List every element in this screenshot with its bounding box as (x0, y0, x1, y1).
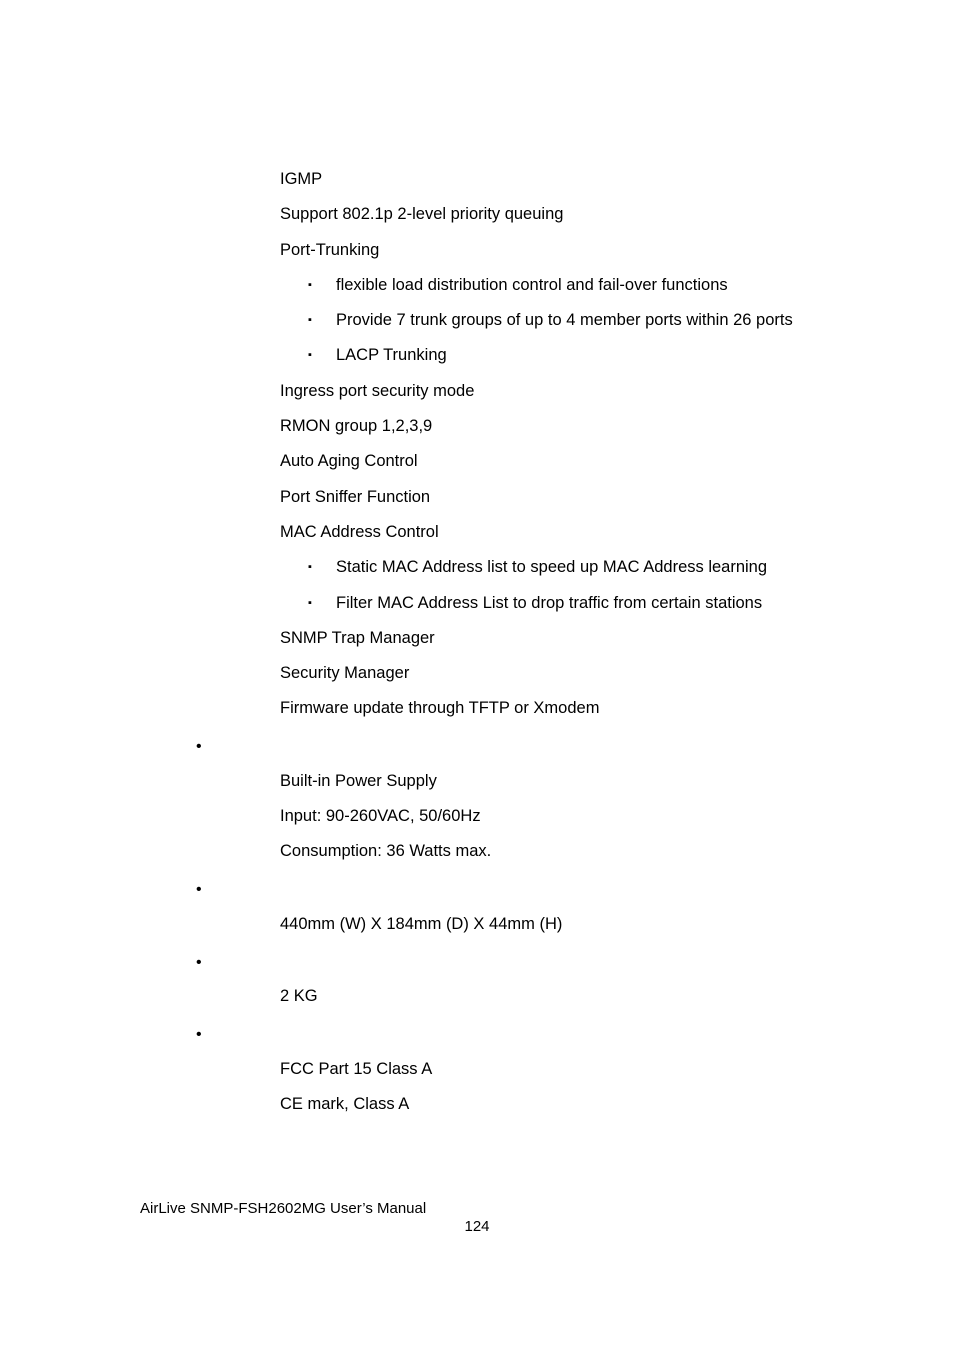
feature-priority-queuing: Support 802.1p 2-level priority queuing (280, 205, 564, 223)
feature-auto-aging: Auto Aging Control (280, 452, 418, 470)
trunking-sub-item: flexible load distribution control and fail-over functions (336, 276, 728, 294)
page-number: 124 (464, 1218, 490, 1235)
round-bullet-icon: • (196, 738, 202, 755)
square-bullet-icon: ▪ (308, 279, 312, 291)
square-bullet-icon: ▪ (308, 349, 312, 361)
trunking-sub-item: Provide 7 trunk groups of up to 4 member ports within 26 ports (336, 311, 793, 329)
square-bullet-icon: ▪ (308, 597, 312, 609)
feature-security-manager: Security Manager (280, 664, 410, 682)
emi-ce-line: CE mark, Class A (280, 1095, 410, 1113)
trunking-sub-item: LACP Trunking (336, 346, 447, 364)
footer-manual-title: AirLive SNMP-FSH2602MG User’s Manual (140, 1200, 427, 1217)
weight-value: 2 KG (280, 987, 318, 1005)
round-bullet-icon: • (196, 954, 202, 971)
emi-fcc-line: FCC Part 15 Class A (280, 1060, 433, 1078)
feature-port-sniffer: Port Sniffer Function (280, 488, 431, 506)
mac-sub-item: Static MAC Address list to speed up MAC Address learning (336, 558, 768, 576)
feature-rmon: RMON group 1,2,3,9 (280, 417, 433, 435)
feature-mac-control: MAC Address Control (280, 523, 439, 541)
power-input-line: Input: 90-260VAC, 50/60Hz (280, 807, 481, 825)
feature-snmp-trap: SNMP Trap Manager (280, 629, 435, 647)
round-bullet-icon: • (196, 1026, 202, 1043)
square-bullet-icon: ▪ (308, 314, 312, 326)
power-supply-line: Built-in Power Supply (280, 772, 437, 790)
feature-igmp: IGMP (280, 170, 323, 188)
dimensions-value: 440mm (W) X 184mm (D) X 44mm (H) (280, 915, 563, 933)
square-bullet-icon: ▪ (308, 561, 312, 573)
round-bullet-icon: • (196, 881, 202, 898)
feature-port-trunking: Port-Trunking (280, 241, 380, 259)
power-consumption-line: Consumption: 36 Watts max. (280, 842, 492, 860)
mac-sub-item: Filter MAC Address List to drop traffic from certain stations (336, 594, 763, 612)
feature-ingress-security: Ingress port security mode (280, 382, 475, 400)
feature-firmware-update: Firmware update through TFTP or Xmodem (280, 699, 600, 717)
